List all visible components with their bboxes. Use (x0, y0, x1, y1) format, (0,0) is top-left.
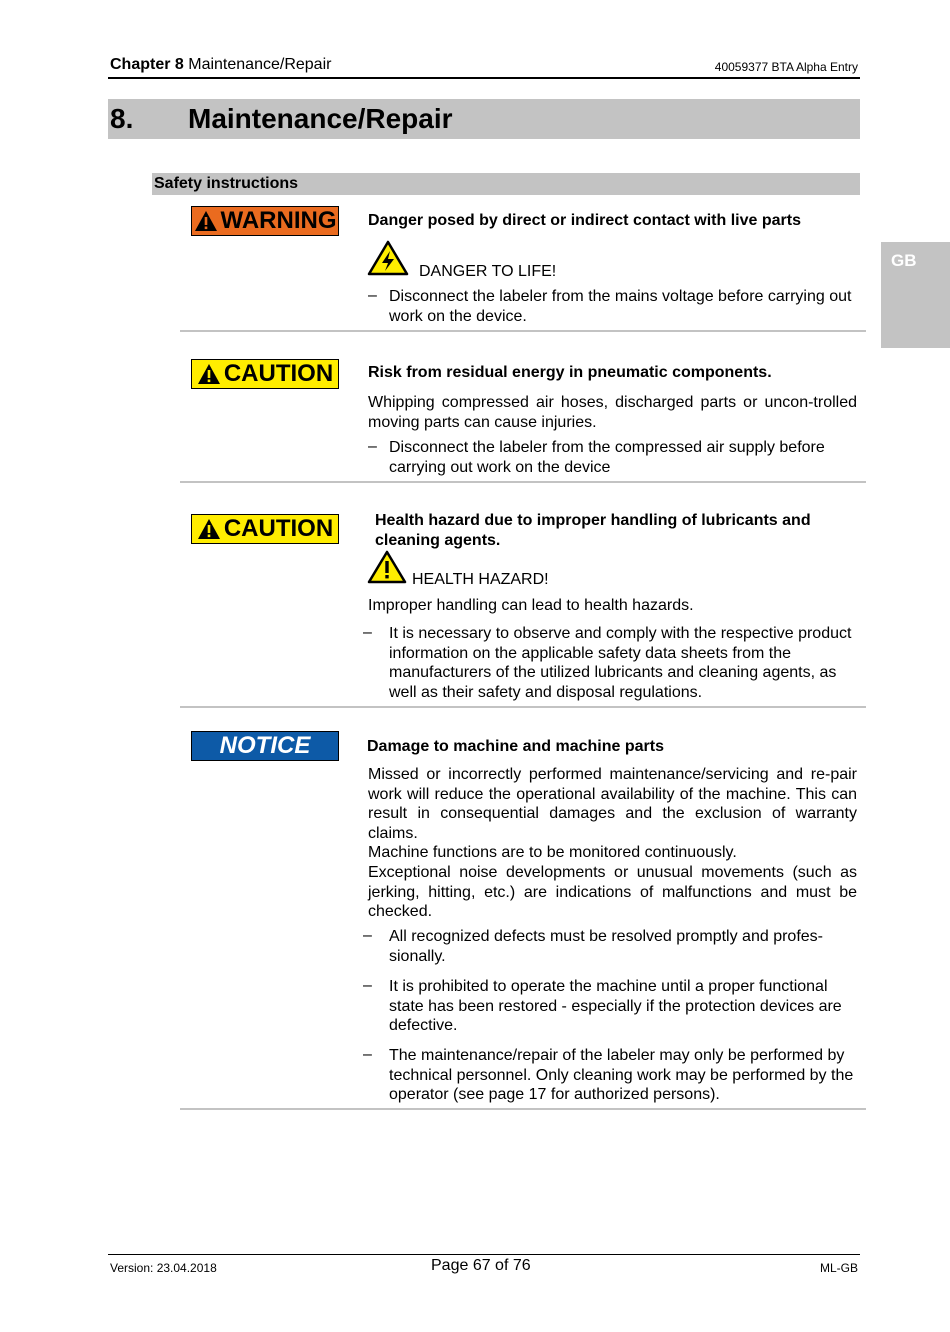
chapter-heading (108, 99, 860, 139)
bullet-text: All recognized defects must be resolved promptly and profes-sionally. (389, 928, 823, 965)
section-heading: Safety instructions (152, 173, 860, 195)
bullet-text: The maintenance/repair of the labeler may only be performed by technical personnel. Only cleaning work may be performed by the operator (see page 17 for authorized persons). (389, 1047, 854, 1104)
badge-label: CAUTION (223, 360, 334, 387)
bullet-text: It is necessary to observe and comply with the respective product information on the applicable safety data sheets from the manufacturers of the utilized lubricants and cleaning agents, as well as their safety and disposal regulations. (389, 625, 852, 701)
block-title: Risk from residual energy in pneumatic components. (368, 364, 772, 381)
hazard-label: DANGER TO LIFE! (419, 263, 557, 280)
block-title: Health hazard due to improper handling of lubricants and cleaning agents. (375, 512, 811, 549)
badge-label: NOTICE (219, 732, 311, 759)
hazard-label: HEALTH HAZARD! (412, 571, 549, 588)
bullet-dash: – (363, 1046, 372, 1063)
caution-badge (191, 514, 339, 544)
badge-label: CAUTION (223, 515, 334, 542)
block-body: Missed or incorrectly performed maintenance/servicing and re-pair work will reduce the operational availability of the machine. This can result in consequential damages and the exclusion of warranty claims. (368, 766, 857, 842)
block-body-3: Exceptional noise developments or unusual movements (such as jerking, hitting, etc.) are indications of malfunctions and must be checked. (368, 864, 857, 921)
block-divider (180, 481, 866, 483)
bullet-text: Disconnect the labeler from the mains voltage before carrying out work on the device. (389, 288, 852, 325)
warning-triangle-icon (197, 363, 221, 385)
warning-triangle-icon (194, 210, 218, 232)
language-tab-label: GB (891, 251, 917, 270)
caution-badge (191, 359, 339, 389)
chapter-header-title: Maintenance/Repair (188, 56, 332, 73)
block-body: Improper handling can lead to health hazards. (368, 597, 694, 614)
bullet-dash: – (368, 438, 377, 455)
language-tab (881, 242, 950, 348)
block-title: Danger posed by direct or indirect contact with live parts (368, 212, 801, 229)
chapter-title: Maintenance/Repair (188, 103, 453, 134)
footer-rule (108, 1254, 860, 1255)
running-header-chapter (110, 56, 331, 74)
block-divider (180, 330, 866, 332)
header-rule (108, 77, 860, 79)
running-header-doc-id: 40059377 BTA Alpha Entry (714, 60, 858, 74)
bullet-dash: – (363, 624, 372, 641)
chapter-label: Chapter 8 (110, 56, 184, 73)
bullet-dash: – (368, 287, 377, 304)
badge-label: WARNING (220, 207, 337, 234)
footer-code: ML-GB (819, 1261, 858, 1275)
block-body-2: Machine functions are to be monitored continuously. (368, 844, 737, 861)
warning-badge (191, 206, 339, 236)
notice-badge (191, 731, 339, 761)
block-divider (180, 1108, 866, 1110)
bullet-dash: – (363, 927, 372, 944)
chapter-number: 8. (110, 103, 134, 134)
warning-triangle-icon (197, 518, 221, 540)
footer-version: Version: 23.04.2018 (110, 1261, 217, 1275)
bullet-text: It is prohibited to operate the machine until a proper functional state has been restored - especially if the protection devices are defective. (389, 978, 842, 1035)
block-body: Whipping compressed air hoses, discharged parts or uncon-trolled moving parts can cause injuries. (368, 394, 857, 431)
block-divider (180, 706, 866, 708)
general-hazard-icon (367, 550, 407, 584)
bullet-dash: – (363, 977, 372, 994)
block-title: Damage to machine and machine parts (367, 738, 664, 755)
bullet-text: Disconnect the labeler from the compressed air supply before carrying out work on the device (389, 439, 825, 476)
electric-hazard-icon (367, 240, 409, 276)
footer-page-number: Page 67 of 76 (431, 1257, 531, 1274)
